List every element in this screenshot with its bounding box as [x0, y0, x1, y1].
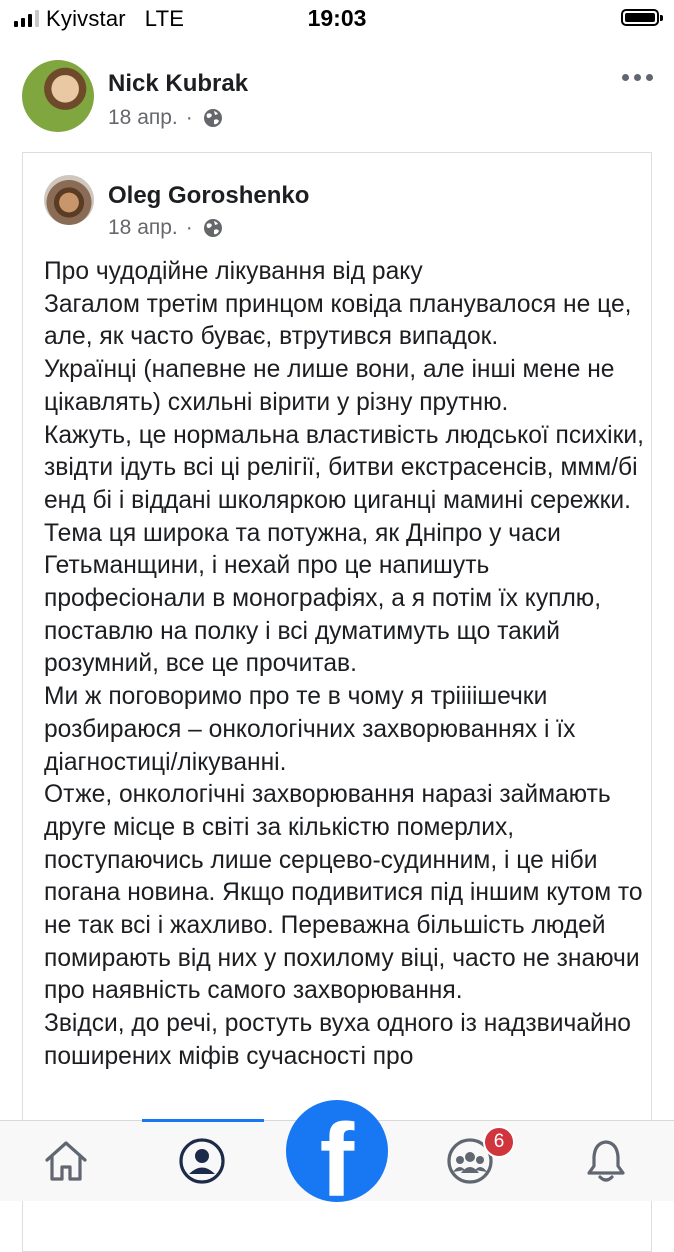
avatar[interactable]	[22, 60, 94, 132]
meta-separator: ·	[185, 216, 193, 239]
globe-icon	[203, 218, 223, 238]
active-tab-indicator	[142, 1119, 264, 1122]
meta-separator: ·	[185, 106, 193, 129]
post-author-name[interactable]: Nick Kubrak	[108, 70, 249, 97]
network-type: LTE	[144, 6, 185, 31]
status-time: 19:03	[307, 5, 367, 31]
facebook-logo[interactable]	[286, 1100, 388, 1202]
status-bar	[0, 0, 674, 36]
shared-author-name[interactable]: Oleg Goroshenko	[108, 182, 310, 209]
post-date[interactable]: 18 апр.	[108, 106, 178, 129]
home-icon[interactable]	[40, 1135, 92, 1187]
globe-icon	[203, 108, 223, 128]
shared-post-date[interactable]: 18 апр.	[108, 216, 178, 239]
more-options-icon[interactable]	[622, 74, 653, 81]
battery-icon	[621, 9, 659, 26]
notification-badge: 6	[483, 1126, 515, 1158]
carrier-name: Kyivstar	[46, 6, 126, 31]
profile-icon[interactable]	[176, 1135, 228, 1187]
facebook-letter: f	[319, 1103, 355, 1202]
post-meta	[108, 106, 223, 130]
notifications-icon[interactable]	[580, 1135, 632, 1187]
shared-author-avatar[interactable]	[44, 175, 94, 225]
shared-post-meta	[108, 216, 223, 240]
post-body-text: Про чудодійне лікування від раку Загалом третім принцом ковіда планувалося не це, але, як часто буває, втрутився випадок. Українці (напевне не лише вони, але інші мене не цікавлять) схильні вірити у різну прутню. Кажуть, це нормальна властивість людської психіки, звідти ідуть всі ці релігії, битви екстрасенсів, ммм/бі енд бі і віддані школяркою циганці мамині сережки. Тема ця широка та потужна, як Дніпро у часи Гетьманщини, і нехай про це напишуть професіонали в монографіях, а я потім їх куплю, поставлю на полку і всі думатимуть що такий розумний, все це прочитав. Ми ж поговоримо про те в чому я тріііішечки розбираюся – онкологічних захворюваннях і їх діагностиці/лікуванні. Отже, онкологічні захворювання наразі займають друге місце в світі за кількістю померлих, поступаючись лише серцево-судинним, і це ніби погана новина. Якщо подивитися під іншим кутом то не так всі і жахливо. Переважна більшість людей помирають від них у похилому віці, часто не знаючи про наявність самого захворювання. Звідси, до речі, ростуть вуха одного із надзвичайно поширених міфів сучасності про	[44, 258, 644, 1070]
